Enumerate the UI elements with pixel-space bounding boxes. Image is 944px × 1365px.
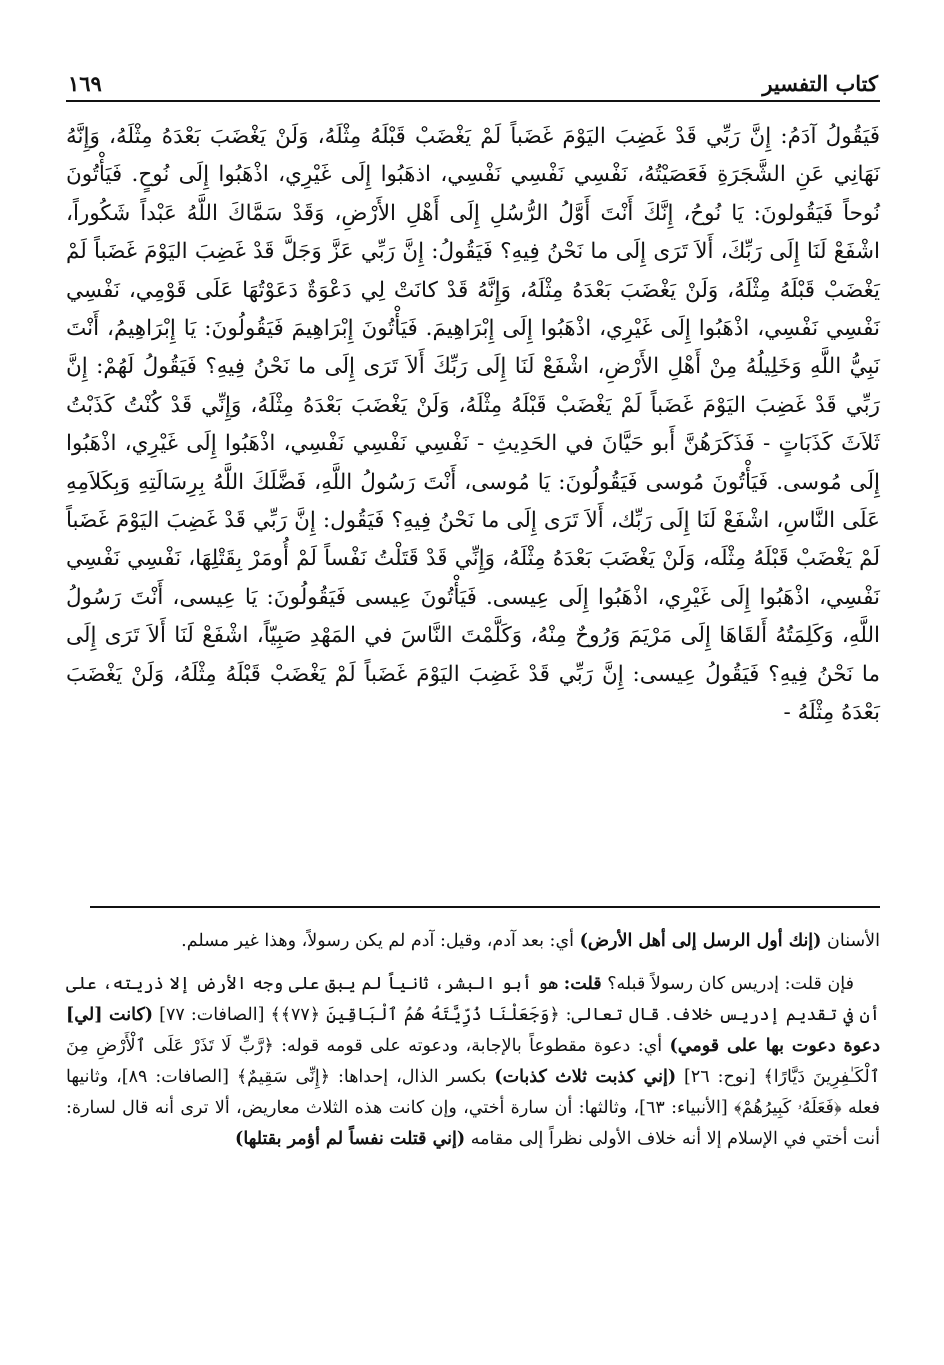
page-header: [68, 62, 878, 96]
header-rule: [66, 100, 880, 102]
commentary-footnotes: [66, 926, 880, 1155]
footnote-bold-quote: (إني قتلت نفساً لم أؤمر بقتلها): [235, 1129, 466, 1149]
footnote-text: فإن قلت: إدريس كان رسولاً قبله؟: [601, 974, 855, 994]
footnote-paragraph-2: [66, 969, 880, 1155]
footnote-text: أي: دعوة مقطوعاً بالإجابة، ودعوته على قومه قوله: ﴿رَّبِّ لَا تَذَرْ عَلَى ٱلْأَرْضِ مِنَ ٱلْكَـٰفِرِينَ دَيَّارًا﴾ [نوح: ٢٦]: [66, 1036, 880, 1087]
footnote-rule: [90, 906, 880, 908]
footnote-bold-quote: (كانت [لي] دعوة دعوت بها على قومي): [66, 1005, 880, 1056]
hadith-text: [66, 118, 880, 733]
footnote-text: أي: بعد آدم، وقيل: آدم لم يكن رسولاً، وهذا غير مسلم.: [181, 931, 580, 951]
footnote-bold-keyword: قلت:: [563, 974, 602, 994]
book-title: كتاب التفسير: [762, 71, 878, 96]
footnote-paragraph-1: [66, 926, 880, 957]
footnote-bold-quote: (إنك أول الرسل إلى أهل الأرض): [579, 931, 822, 951]
footnote-gap: [66, 957, 880, 969]
footnote-bold-quote: (إني كذبت ثلاث كذبات): [494, 1067, 677, 1087]
footnote-text: هو أبو البشر، ثانياً لم يبق على وجه الأرض إلا ذريته، على أن في تقديم إدريس خلاف. قال تعالى: ﴿وَجَعَلْنَا ذُرِّيَّتَهُ هُمُ ٱلْبَاقِينَ ﴿٧٧﴾﴾ [الصافات: ٧٧]: [66, 974, 881, 1025]
hadith-paragraph: فَيَقُولُ آدَمُ: إِنَّ رَبِّي قَدْ غَضِبَ اليَوْمَ غَضَباً لَمْ يَغْضَبْ قَبْلَهُ مِثْلَهُ، وَلَنْ يَغْضَبَ بَعْدَهُ مِثْلَهُ، وَإِنَّهُ نَهَانِي عَنِ الشَّجَرَةِ فَعَصَيْتُهُ، نَفْسِي نَفْسِي نَفْسِي، اذهَبُوا إِلَى غَيْرِي، اذْهَبُوا إِلَى نُوحٍ. فَيَأْتُونَ نُوحاً فَيَقُولونَ: يَا نُوحُ، إِنَّكَ أَنْتَ أَوَّلُ الرُّسُلِ إِلَى أَهْلِ الأَرْضِ، وَقَدْ سَمَّاكَ اللَّهُ عَبْداً شَكُوراً، اشْفَعْ لَنَا إِلَى رَبِّكَ، أَلاَ تَرَى إِلَى ما نَحْنُ فِيهِ؟ فَيَقُولُ: إِنَّ رَبِّي عَزَّ وَجَلَّ قَدْ غَضِبَ اليَوْمَ غَضَباً لَمْ يَغْضَبْ قَبْلَهُ مِثْلَهُ، وَلَنْ يَغْضَبَ بَعْدَهُ مِثْلَهُ، وَإِنَّهُ قَدْ كانَتْ لِي دَعْوَةٌ دَعَوْتُهَا عَلَى قَوْمِي، نَفْسِي نَفْسِي نَفْسِي، اذْهَبُوا إِلَى غَيْرِي، اذْهَبُوا إِلَى إِبْرَاهِيمَ. فَيَأْتُونَ إِبْرَاهِيمَ فَيَقُولُونَ: يَا إِبْرَاهِيمُ، أَنْتَ نَبِيُّ اللَّهِ وَخَلِيلُهُ مِنْ أَهْلِ الأَرْضِ، اشْفَعْ لَنَا إِلَى رَبِّكَ أَلاَ تَرَى إِلَى ما نَحْنُ فِيهِ؟ فَيَقُولُ لَهُمْ: إِنَّ رَبِّي قَدْ غَضِبَ اليَوْمَ غَضَباً لَمْ يَغْضَبْ قَبْلَهُ مِثْلَهُ، وَلَنْ يَغْضَبَ بَعْدَهُ مِثْلَهُ، وَإِنِّي قَدْ كُنْتُ كَذَبْتُ ثَلاَثَ كَذَبَاتٍ - فَذَكَرَهُنَّ أَبو حَيَّانَ في الحَدِيثِ - نَفْسِي نَفْسِي نَفْسِي، اذْهَبُوا إِلَى غَيْرِي، اذْهَبُوا إِلَى مُوسى. فَيَأْتُونَ مُوسى فَيَقُولُونَ: يَا مُوسى، أَنْتَ رَسُولُ اللَّهِ، فَضَّلَكَ اللَّهُ بِرِسَالَتِهِ وَبِكَلاَمِهِ عَلَى النَّاسِ، اشْفَعْ لَنَا إِلَى رَبِّك، أَلاَ تَرَى إِلَى ما نَحْنُ فِيهِ؟ فَيَقُول: إِنَّ رَبِّي قَدْ غَضِبَ اليَوْمَ غَضَباً لَمْ يَغْضَبْ قَبْلَهُ مِثْلَه، وَلَنْ يَغْضَبَ بَعْدَهُ مِثْلَهُ، وَإِنِّي قَدْ قَتَلْتُ نَفْساً لَمْ أُومَرْ بِقَتْلِهَا، نَفْسِي نَفْسِي نَفْسِي، اذْهَبُوا إِلَى غَيْرِي، اذْهَبُوا إِلَى عِيسى. فَيَأْتُونَ عِيسى فَيَقُولُونَ: يَا عِيسى، أَنْتَ رَسُولُ اللَّهِ، وَكَلِمَتُهُ أَلقَاهَا إِلَى مَرْيَمَ وَرُوحٌ مِنْهُ، وَكَلَّمْتَ النَّاسَ في المَهْدِ صَبِيّاً، اشْفَعْ لَنَا أَلاَ تَرَى إِلَى ما نَحْنُ فِيهِ؟ فَيَقُولُ عِيسى: إِنَّ رَبِّي قَدْ غَضِبَ اليَوْمَ غَضَباً لَمْ يَغْضَبْ قَبْلَهُ مِثْلَهُ، وَلَنْ يَغْضَبَ بَعْدَهُ مِثْلَهُ -: [66, 124, 880, 726]
page-number: ١٦٩: [68, 71, 102, 96]
footnote-text: بكسر الذال، إحداها: ﴿إِنِّى سَقِيمٌ﴾ [الصافات: ٨٩]، وثانيها فعله ﴿فَعَلَهُۥ كَبِيرُهُمْ﴾ [الأنبياء: ٦٣]، وثالثها: أن سارة أختي، وإن كانت هذه الثلاث معاريض، ألا ترى أنه قال لسارة: أنت أختي في الإسلام إلا أنه خلاف الأولى نظراً إلى مقامه: [66, 1067, 880, 1149]
footnote-text: الأسنان: [821, 931, 880, 951]
